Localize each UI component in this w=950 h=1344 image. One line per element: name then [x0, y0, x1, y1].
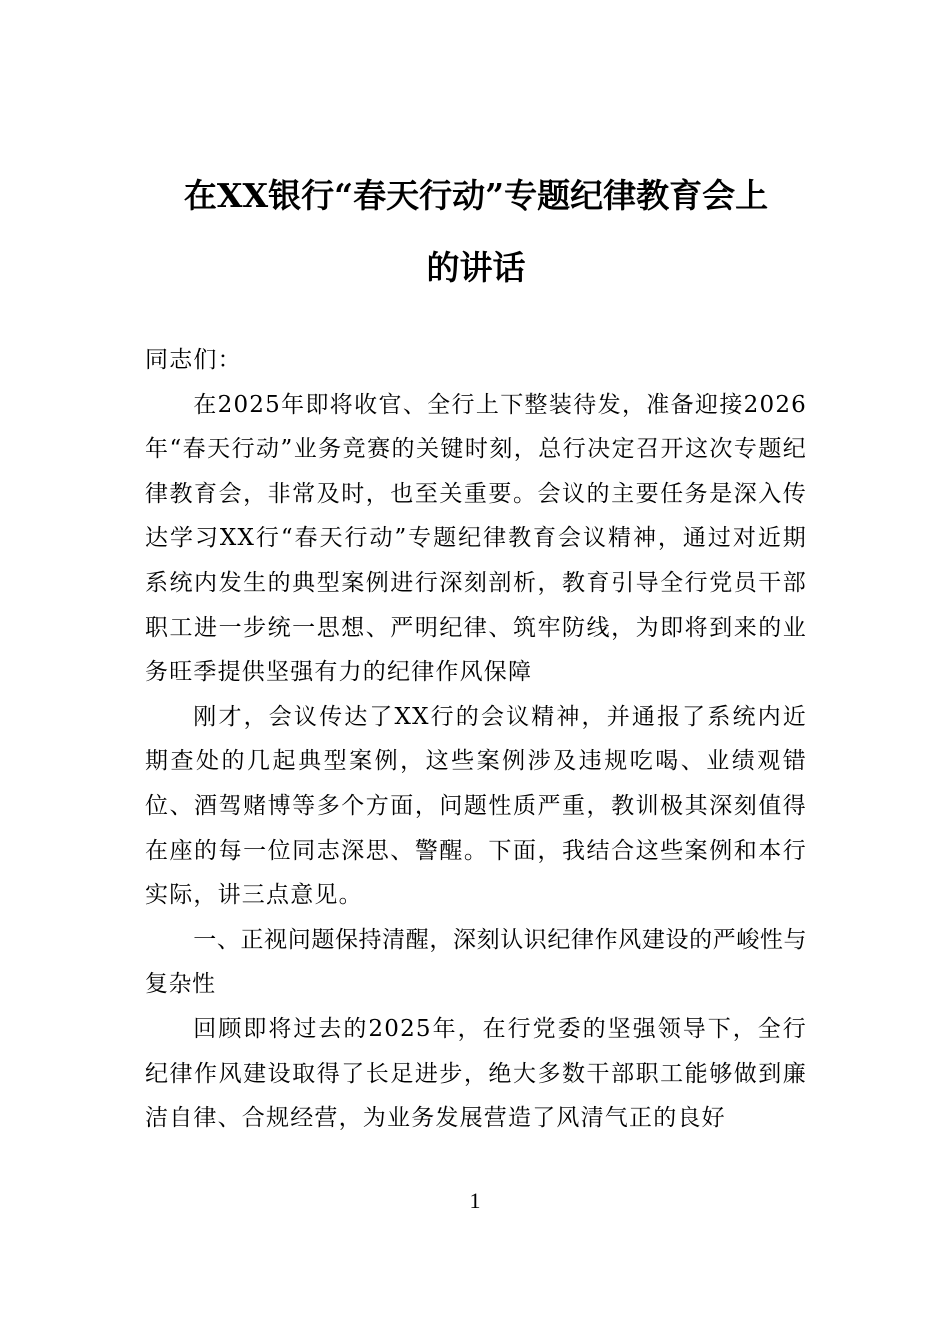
title-spacing [145, 304, 807, 338]
section-heading-1: 一、正视问题保持清醒，深刻认识纪律作风建设的严峻性与复杂性 [145, 926, 807, 998]
title-line-2: 的讲话 [426, 248, 526, 287]
document-body [145, 160, 807, 1141]
document-title [145, 160, 807, 304]
section-1-paragraph: 回顾即将过去的2025年，在行党委的坚强领导下，全行纪律作风建设取得了长足进步，绝大多数干部职工能够做到廉洁自律、合规经营，为业务发展营造了风清气正的良好 [145, 1015, 807, 1132]
paragraph-cases: 刚才，会议传达了XX行的会议精神，并通报了系统内近期查处的几起典型案例，这些案例涉及违规吃喝、业绩观错位、酒驾赌博等多个方面，问题性质严重，教训极其深刻值得在座的每一位同志深思、警醒。下面，我结合这些案例和本行实际，讲三点意见。 [145, 703, 807, 909]
salutation: 同志们： [145, 347, 242, 373]
page-number: 1 [469, 1188, 481, 1213]
title-line-1: 在XX银行“春天行动”专题纪律教育会上 [183, 176, 769, 215]
paragraph-intro: 在2025年即将收官、全行上下整装待发，准备迎接2026年“春天行动”业务竞赛的关键时刻，总行决定召开这次专题纪律教育会，非常及时，也至关重要。会议的主要任务是深入传达学习XX行“春天行动”专题纪律教育会议精神，通过对近期系统内发生的典型案例进行深刻剖析，教育引导全行党员干部职工进一步统一思想、严明纪律、筑牢防线，为即将到来的业务旺季提供坚强有力的纪律作风保障 [145, 391, 807, 686]
